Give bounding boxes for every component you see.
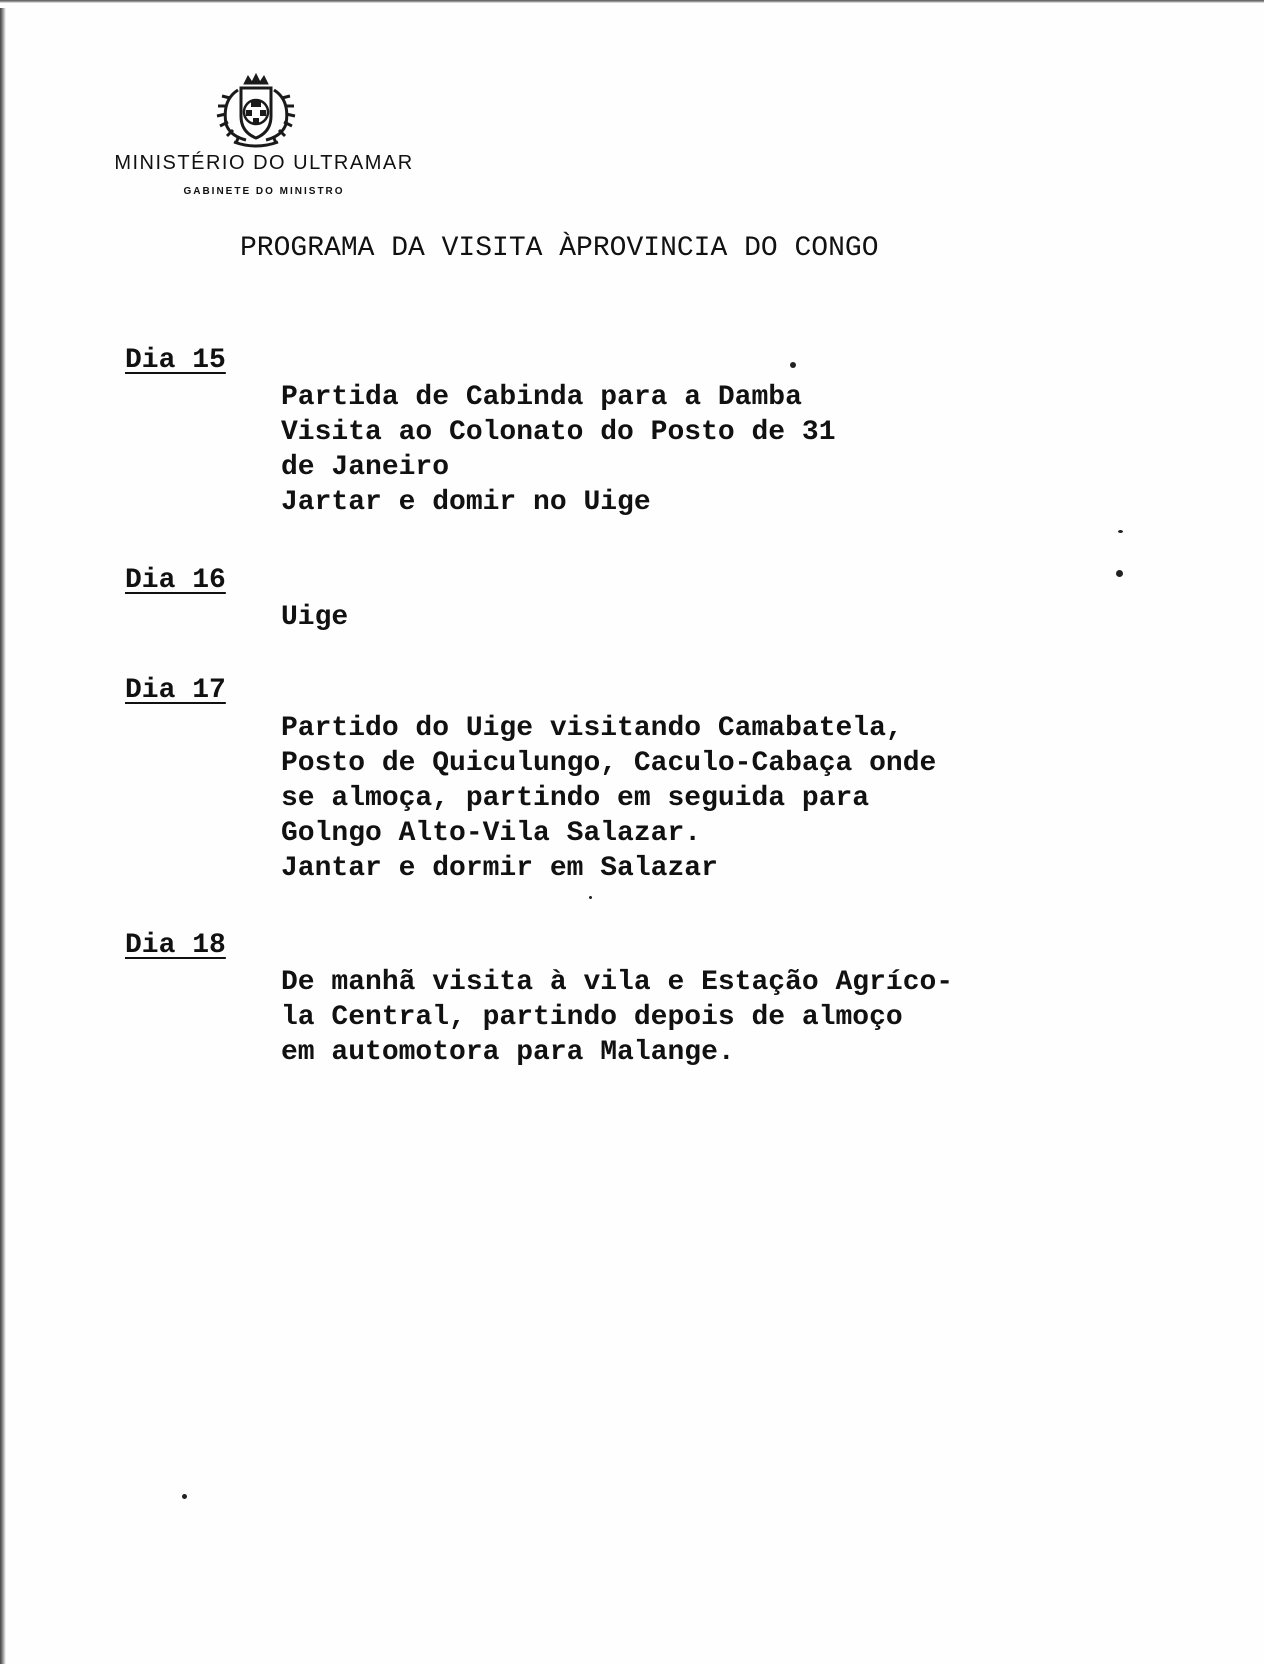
day-schedule-15: [281, 380, 836, 520]
document-title: PROGRAMA DA VISITA ÀPROVINCIA DO CONGO: [240, 233, 879, 264]
schedule-line: Posto de Quiculungo, Caculo-Cabaça onde: [281, 748, 937, 779]
schedule-line: se almoça, partindo em seguida para: [281, 783, 870, 814]
scan-speck: [589, 896, 592, 899]
day-schedule-18: [281, 965, 953, 1070]
day-label-15: Dia 15: [125, 345, 226, 376]
schedule-line: Jantar e dormir em Salazar: [281, 853, 718, 884]
schedule-line: Partido do Uige visitando Camabatela,: [281, 713, 903, 744]
ministry-name: MINISTÉRIO DO ULTRAMAR: [114, 152, 414, 174]
schedule-line: Golngo Alto-Vila Salazar.: [281, 818, 702, 849]
scan-speck: [1118, 530, 1123, 533]
schedule-line: la Central, partindo depois de almoço: [281, 1002, 903, 1033]
schedule-line: em automotora para Malange.: [281, 1037, 735, 1068]
day-label-18: Dia 18: [125, 930, 226, 961]
coat-of-arms-icon: [208, 70, 304, 150]
page-top-edge: [0, 0, 1264, 3]
day-label-16: Dia 16: [125, 565, 226, 596]
day-schedule-17: [281, 711, 936, 886]
scan-speck: [790, 362, 796, 368]
cabinet-subtitle: GABINETE DO MINISTRO: [183, 186, 345, 197]
scan-speck: [182, 1494, 187, 1499]
schedule-line: De manhã visita à vila e Estação Agríco-: [281, 967, 954, 998]
day-label-17: Dia 17: [125, 675, 226, 706]
schedule-line: Jartar e domir no Uige: [281, 487, 651, 518]
day-schedule-16: [281, 600, 348, 635]
schedule-line: de Janeiro: [281, 452, 450, 483]
page-left-edge: [0, 8, 6, 1664]
schedule-line: Partida de Cabinda para a Damba: [281, 382, 802, 413]
scan-speck: [1116, 570, 1123, 577]
schedule-line: Uige: [281, 602, 349, 633]
schedule-line: Visita ao Colonato do Posto de 31: [281, 417, 836, 448]
